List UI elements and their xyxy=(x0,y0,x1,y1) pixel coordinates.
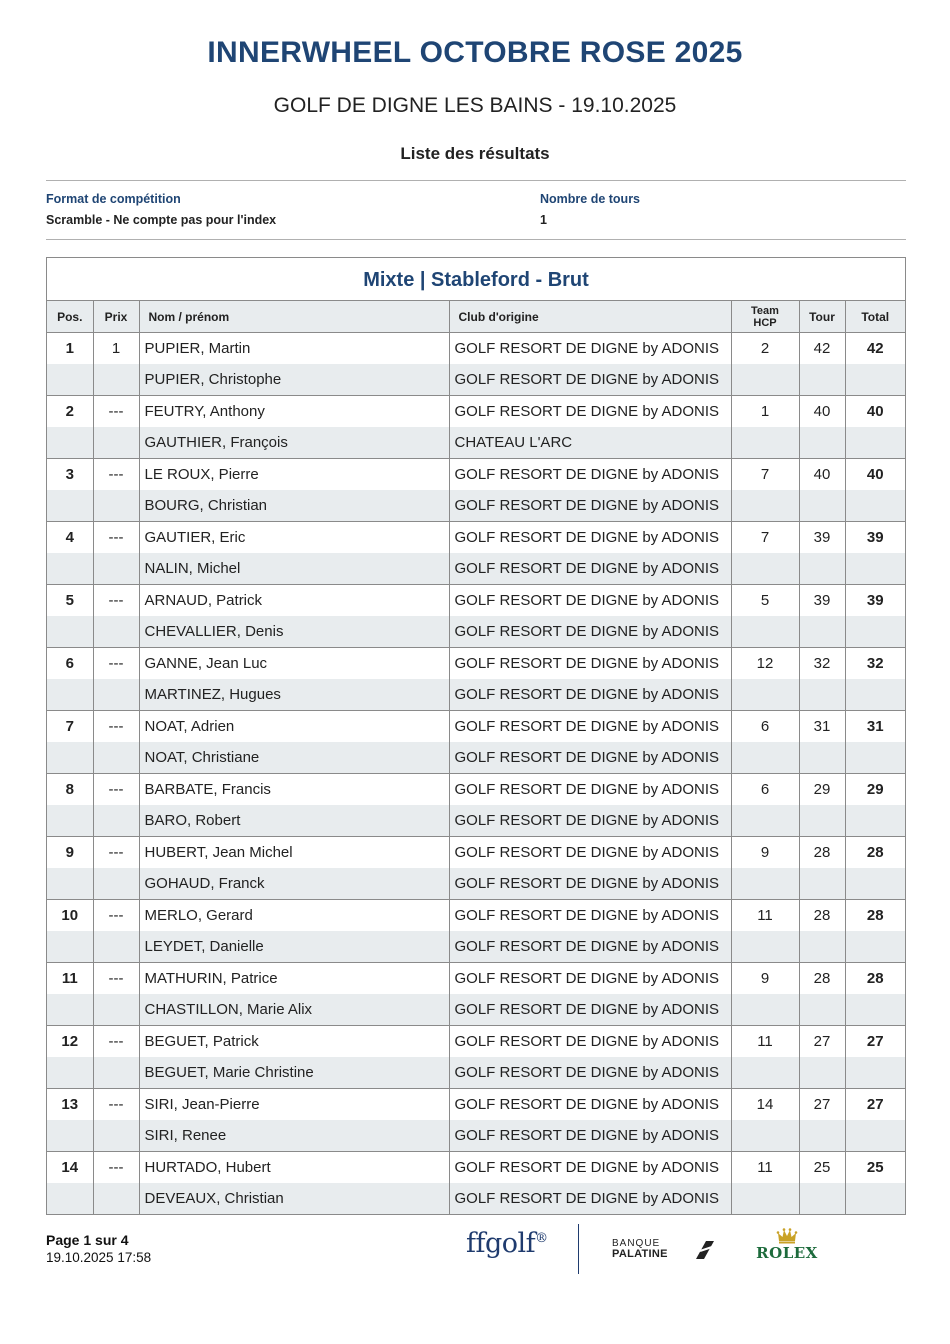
cell-empty xyxy=(93,931,139,963)
table-row xyxy=(47,648,905,680)
cell-club: GOLF RESORT DE DIGNE by ADONIS xyxy=(449,994,731,1026)
cell-empty xyxy=(47,427,93,459)
cell-tour: 28 xyxy=(799,837,845,869)
cell-club: GOLF RESORT DE DIGNE by ADONIS xyxy=(449,1057,731,1089)
cell-total: 40 xyxy=(845,459,905,491)
cell-empty xyxy=(731,553,799,585)
cell-empty xyxy=(799,1057,845,1089)
cell-club: GOLF RESORT DE DIGNE by ADONIS xyxy=(449,900,731,932)
cell-empty xyxy=(47,553,93,585)
cell-tour: 31 xyxy=(799,711,845,743)
cell-club: GOLF RESORT DE DIGNE by ADONIS xyxy=(449,868,731,900)
cell-club: GOLF RESORT DE DIGNE by ADONIS xyxy=(449,490,731,522)
cell-prix: 1 xyxy=(93,333,139,365)
palatine-bottom-text: PALATINE xyxy=(612,1248,668,1260)
cell-team-hcp: 7 xyxy=(731,522,799,554)
col-club: Club d'origine xyxy=(449,301,731,333)
cell-player-name: CHASTILLON, Marie Alix xyxy=(139,994,449,1026)
cell-empty xyxy=(93,1120,139,1152)
cell-team-hcp: 12 xyxy=(731,648,799,680)
cell-club: GOLF RESORT DE DIGNE by ADONIS xyxy=(449,459,731,491)
cell-player-name: BOURG, Christian xyxy=(139,490,449,522)
cell-empty xyxy=(47,679,93,711)
results-body xyxy=(47,333,905,1215)
cell-club: GOLF RESORT DE DIGNE by ADONIS xyxy=(449,1120,731,1152)
cell-pos: 7 xyxy=(47,711,93,743)
cell-pos: 10 xyxy=(47,900,93,932)
banque-palatine-logo xyxy=(612,1238,722,1264)
cell-empty xyxy=(93,616,139,648)
cell-empty xyxy=(731,1120,799,1152)
cell-player-name: PUPIER, Martin xyxy=(139,333,449,365)
col-nom: Nom / prénom xyxy=(139,301,449,333)
cell-club: GOLF RESORT DE DIGNE by ADONIS xyxy=(449,364,731,396)
cell-club: GOLF RESORT DE DIGNE by ADONIS xyxy=(449,1026,731,1058)
cell-pos: 4 xyxy=(47,522,93,554)
cell-team-hcp: 9 xyxy=(731,837,799,869)
cell-empty xyxy=(731,868,799,900)
rolex-crown-icon xyxy=(776,1228,798,1244)
cell-empty xyxy=(845,1183,905,1214)
cell-club: GOLF RESORT DE DIGNE by ADONIS xyxy=(449,553,731,585)
cell-total: 40 xyxy=(845,396,905,428)
cell-empty xyxy=(47,1057,93,1089)
cell-player-name: BARBATE, Francis xyxy=(139,774,449,806)
col-prix: Prix xyxy=(93,301,139,333)
cell-prix: --- xyxy=(93,1026,139,1058)
cell-player-name: LE ROUX, Pierre xyxy=(139,459,449,491)
cell-total: 25 xyxy=(845,1152,905,1184)
cell-player-name: LEYDET, Danielle xyxy=(139,931,449,963)
cell-player-name: SIRI, Jean-Pierre xyxy=(139,1089,449,1121)
cell-empty xyxy=(845,994,905,1026)
cell-empty xyxy=(845,1120,905,1152)
cell-player-name: MATHURIN, Patrice xyxy=(139,963,449,995)
cell-total: 32 xyxy=(845,648,905,680)
cell-total: 42 xyxy=(845,333,905,365)
cell-club: GOLF RESORT DE DIGNE by ADONIS xyxy=(449,742,731,774)
cell-empty xyxy=(799,931,845,963)
page-indicator: Page 1 sur 4 xyxy=(46,1232,129,1248)
cell-empty xyxy=(845,490,905,522)
cell-pos: 2 xyxy=(47,396,93,428)
cell-tour: 29 xyxy=(799,774,845,806)
table-row xyxy=(47,774,905,806)
table-row xyxy=(47,742,905,774)
cell-prix: --- xyxy=(93,774,139,806)
table-row xyxy=(47,679,905,711)
cell-empty xyxy=(845,553,905,585)
cell-empty xyxy=(731,931,799,963)
cell-team-hcp: 9 xyxy=(731,963,799,995)
cell-prix: --- xyxy=(93,585,139,617)
ffgolf-registered-mark: ® xyxy=(535,1231,548,1246)
divider-top xyxy=(46,180,906,181)
table-row xyxy=(47,931,905,963)
cell-club: GOLF RESORT DE DIGNE by ADONIS xyxy=(449,648,731,680)
cell-player-name: NOAT, Christiane xyxy=(139,742,449,774)
cell-empty xyxy=(845,1057,905,1089)
col-total: Total xyxy=(845,301,905,333)
print-datetime: 19.10.2025 17:58 xyxy=(46,1250,152,1265)
cell-empty xyxy=(47,931,93,963)
cell-club: GOLF RESORT DE DIGNE by ADONIS xyxy=(449,1089,731,1121)
cell-club: CHATEAU L'ARC xyxy=(449,427,731,459)
cell-club: GOLF RESORT DE DIGNE by ADONIS xyxy=(449,837,731,869)
table-header-row xyxy=(47,301,905,333)
table-row xyxy=(47,585,905,617)
table-row xyxy=(47,1026,905,1058)
cell-club: GOLF RESORT DE DIGNE by ADONIS xyxy=(449,522,731,554)
table-row xyxy=(47,427,905,459)
cell-empty xyxy=(799,616,845,648)
tours-label: Nombre de tours xyxy=(540,192,641,206)
table-row xyxy=(47,1183,905,1214)
cell-prix: --- xyxy=(93,963,139,995)
ffgolf-wordmark: ffgolf xyxy=(466,1228,536,1259)
cell-empty xyxy=(93,1057,139,1089)
cell-empty xyxy=(93,679,139,711)
table-row xyxy=(47,616,905,648)
cell-empty xyxy=(731,805,799,837)
cell-player-name: GANNE, Jean Luc xyxy=(139,648,449,680)
cell-tour: 32 xyxy=(799,648,845,680)
cell-club: GOLF RESORT DE DIGNE by ADONIS xyxy=(449,679,731,711)
table-row xyxy=(47,900,905,932)
cell-empty xyxy=(731,616,799,648)
cell-empty xyxy=(47,742,93,774)
table-row xyxy=(47,868,905,900)
cell-player-name: GAUTIER, Eric xyxy=(139,522,449,554)
cell-tour: 40 xyxy=(799,396,845,428)
ffgolf-logo xyxy=(466,1228,548,1259)
cell-total: 29 xyxy=(845,774,905,806)
cell-total: 28 xyxy=(845,963,905,995)
cell-pos: 11 xyxy=(47,963,93,995)
cell-prix: --- xyxy=(93,711,139,743)
cell-team-hcp: 6 xyxy=(731,774,799,806)
cell-player-name: HUBERT, Jean Michel xyxy=(139,837,449,869)
cell-empty xyxy=(799,679,845,711)
cell-tour: 28 xyxy=(799,963,845,995)
event-subtitle: GOLF DE DIGNE LES BAINS - 19.10.2025 xyxy=(273,94,677,117)
cell-empty xyxy=(93,805,139,837)
logo-separator xyxy=(578,1224,579,1274)
table-row xyxy=(47,994,905,1026)
cell-empty xyxy=(93,742,139,774)
col-tour: Tour xyxy=(799,301,845,333)
cell-pos: 14 xyxy=(47,1152,93,1184)
table-row xyxy=(47,1120,905,1152)
cell-tour: 25 xyxy=(799,1152,845,1184)
table-row xyxy=(47,1152,905,1184)
cell-tour: 27 xyxy=(799,1089,845,1121)
cell-club: GOLF RESORT DE DIGNE by ADONIS xyxy=(449,585,731,617)
cell-empty xyxy=(731,490,799,522)
cell-pos: 13 xyxy=(47,1089,93,1121)
table-row xyxy=(47,490,905,522)
table-row xyxy=(47,963,905,995)
cell-player-name: DEVEAUX, Christian xyxy=(139,1183,449,1214)
cell-club: GOLF RESORT DE DIGNE by ADONIS xyxy=(449,1152,731,1184)
cell-prix: --- xyxy=(93,900,139,932)
cell-team-hcp: 5 xyxy=(731,585,799,617)
cell-pos: 3 xyxy=(47,459,93,491)
cell-empty xyxy=(799,427,845,459)
cell-club: GOLF RESORT DE DIGNE by ADONIS xyxy=(449,774,731,806)
cell-team-hcp: 11 xyxy=(731,1026,799,1058)
cell-team-hcp: 6 xyxy=(731,711,799,743)
cell-tour: 28 xyxy=(799,900,845,932)
cell-empty xyxy=(93,490,139,522)
cell-total: 31 xyxy=(845,711,905,743)
cell-pos: 9 xyxy=(47,837,93,869)
cell-empty xyxy=(731,427,799,459)
cell-empty xyxy=(47,1183,93,1214)
cell-empty xyxy=(845,931,905,963)
cell-empty xyxy=(47,805,93,837)
results-panel xyxy=(46,257,906,1215)
cell-player-name: BARO, Robert xyxy=(139,805,449,837)
cell-pos: 1 xyxy=(47,333,93,365)
table-row xyxy=(47,837,905,869)
cell-empty xyxy=(93,868,139,900)
cell-club: GOLF RESORT DE DIGNE by ADONIS xyxy=(449,333,731,365)
cell-total: 27 xyxy=(845,1026,905,1058)
cell-empty xyxy=(93,1183,139,1214)
cell-empty xyxy=(731,679,799,711)
cell-empty xyxy=(799,490,845,522)
cell-player-name: ARNAUD, Patrick xyxy=(139,585,449,617)
col-team-hcp-line1: Team xyxy=(751,304,779,317)
cell-prix: --- xyxy=(93,837,139,869)
rolex-logo xyxy=(754,1228,820,1268)
rolex-wordmark: ROLEX xyxy=(756,1244,818,1262)
cell-prix: --- xyxy=(93,459,139,491)
cell-empty xyxy=(731,364,799,396)
cell-player-name: NOAT, Adrien xyxy=(139,711,449,743)
cell-empty xyxy=(799,994,845,1026)
cell-club: GOLF RESORT DE DIGNE by ADONIS xyxy=(449,805,731,837)
page-title: INNERWHEEL OCTOBRE ROSE 2025 xyxy=(207,36,743,69)
cell-player-name: BEGUET, Marie Christine xyxy=(139,1057,449,1089)
cell-empty xyxy=(845,805,905,837)
table-row xyxy=(47,553,905,585)
cell-empty xyxy=(47,994,93,1026)
cell-player-name: NALIN, Michel xyxy=(139,553,449,585)
cell-player-name: PUPIER, Christophe xyxy=(139,364,449,396)
cell-prix: --- xyxy=(93,396,139,428)
cell-empty xyxy=(47,616,93,648)
cell-team-hcp: 1 xyxy=(731,396,799,428)
cell-empty xyxy=(799,868,845,900)
cell-total: 27 xyxy=(845,1089,905,1121)
cell-empty xyxy=(799,553,845,585)
cell-pos: 12 xyxy=(47,1026,93,1058)
tours-value: 1 xyxy=(540,213,547,227)
cell-empty xyxy=(845,868,905,900)
cell-team-hcp: 11 xyxy=(731,900,799,932)
cell-empty xyxy=(799,805,845,837)
cell-empty xyxy=(93,364,139,396)
cell-empty xyxy=(731,1183,799,1214)
cell-player-name: GOHAUD, Franck xyxy=(139,868,449,900)
cell-empty xyxy=(47,364,93,396)
cell-empty xyxy=(93,427,139,459)
palatine-mark-icon xyxy=(694,1239,716,1261)
cell-empty xyxy=(731,994,799,1026)
cell-team-hcp: 7 xyxy=(731,459,799,491)
cell-total: 28 xyxy=(845,900,905,932)
cell-empty xyxy=(845,427,905,459)
table-row xyxy=(47,333,905,365)
format-label: Format de compétition xyxy=(46,192,181,206)
table-row xyxy=(47,711,905,743)
cell-tour: 27 xyxy=(799,1026,845,1058)
table-row xyxy=(47,805,905,837)
cell-club: GOLF RESORT DE DIGNE by ADONIS xyxy=(449,616,731,648)
table-row xyxy=(47,459,905,491)
col-team-hcp-line2: HCP xyxy=(753,316,777,329)
cell-pos: 6 xyxy=(47,648,93,680)
table-row xyxy=(47,1089,905,1121)
cell-pos: 5 xyxy=(47,585,93,617)
cell-player-name: HURTADO, Hubert xyxy=(139,1152,449,1184)
cell-empty xyxy=(47,1120,93,1152)
cell-player-name: GAUTHIER, François xyxy=(139,427,449,459)
cell-tour: 39 xyxy=(799,522,845,554)
cell-total: 39 xyxy=(845,522,905,554)
cell-empty xyxy=(845,742,905,774)
cell-empty xyxy=(799,364,845,396)
format-value: Scramble - Ne compte pas pour l'index xyxy=(46,213,277,227)
cell-tour: 40 xyxy=(799,459,845,491)
table-row xyxy=(47,522,905,554)
cell-empty xyxy=(799,1120,845,1152)
table-row xyxy=(47,1057,905,1089)
cell-player-name: MERLO, Gerard xyxy=(139,900,449,932)
results-table xyxy=(47,301,905,1214)
table-row xyxy=(47,396,905,428)
results-title: Mixte | Stableford - Brut xyxy=(47,258,905,301)
cell-tour: 39 xyxy=(799,585,845,617)
cell-club: GOLF RESORT DE DIGNE by ADONIS xyxy=(449,963,731,995)
cell-player-name: CHEVALLIER, Denis xyxy=(139,616,449,648)
col-team-hcp xyxy=(731,301,799,333)
cell-club: GOLF RESORT DE DIGNE by ADONIS xyxy=(449,1183,731,1214)
cell-player-name: FEUTRY, Anthony xyxy=(139,396,449,428)
cell-empty xyxy=(845,364,905,396)
cell-team-hcp: 14 xyxy=(731,1089,799,1121)
cell-team-hcp: 2 xyxy=(731,333,799,365)
cell-prix: --- xyxy=(93,1089,139,1121)
cell-pos: 8 xyxy=(47,774,93,806)
col-pos: Pos. xyxy=(47,301,93,333)
cell-empty xyxy=(93,553,139,585)
cell-empty xyxy=(47,490,93,522)
cell-empty xyxy=(845,616,905,648)
cell-tour: 42 xyxy=(799,333,845,365)
table-row xyxy=(47,364,905,396)
cell-empty xyxy=(93,994,139,1026)
cell-club: GOLF RESORT DE DIGNE by ADONIS xyxy=(449,931,731,963)
cell-empty xyxy=(799,1183,845,1214)
cell-empty xyxy=(845,679,905,711)
cell-player-name: MARTINEZ, Hugues xyxy=(139,679,449,711)
cell-empty xyxy=(799,742,845,774)
cell-team-hcp: 11 xyxy=(731,1152,799,1184)
section-title: Liste des résultats xyxy=(400,144,550,163)
cell-player-name: SIRI, Renee xyxy=(139,1120,449,1152)
cell-club: GOLF RESORT DE DIGNE by ADONIS xyxy=(449,396,731,428)
cell-prix: --- xyxy=(93,1152,139,1184)
cell-prix: --- xyxy=(93,522,139,554)
cell-club: GOLF RESORT DE DIGNE by ADONIS xyxy=(449,711,731,743)
cell-empty xyxy=(731,742,799,774)
cell-empty xyxy=(47,868,93,900)
cell-player-name: BEGUET, Patrick xyxy=(139,1026,449,1058)
cell-total: 39 xyxy=(845,585,905,617)
palatine-top-text: BANQUE xyxy=(612,1238,661,1249)
cell-total: 28 xyxy=(845,837,905,869)
cell-prix: --- xyxy=(93,648,139,680)
cell-empty xyxy=(731,1057,799,1089)
divider-bottom xyxy=(46,239,906,240)
